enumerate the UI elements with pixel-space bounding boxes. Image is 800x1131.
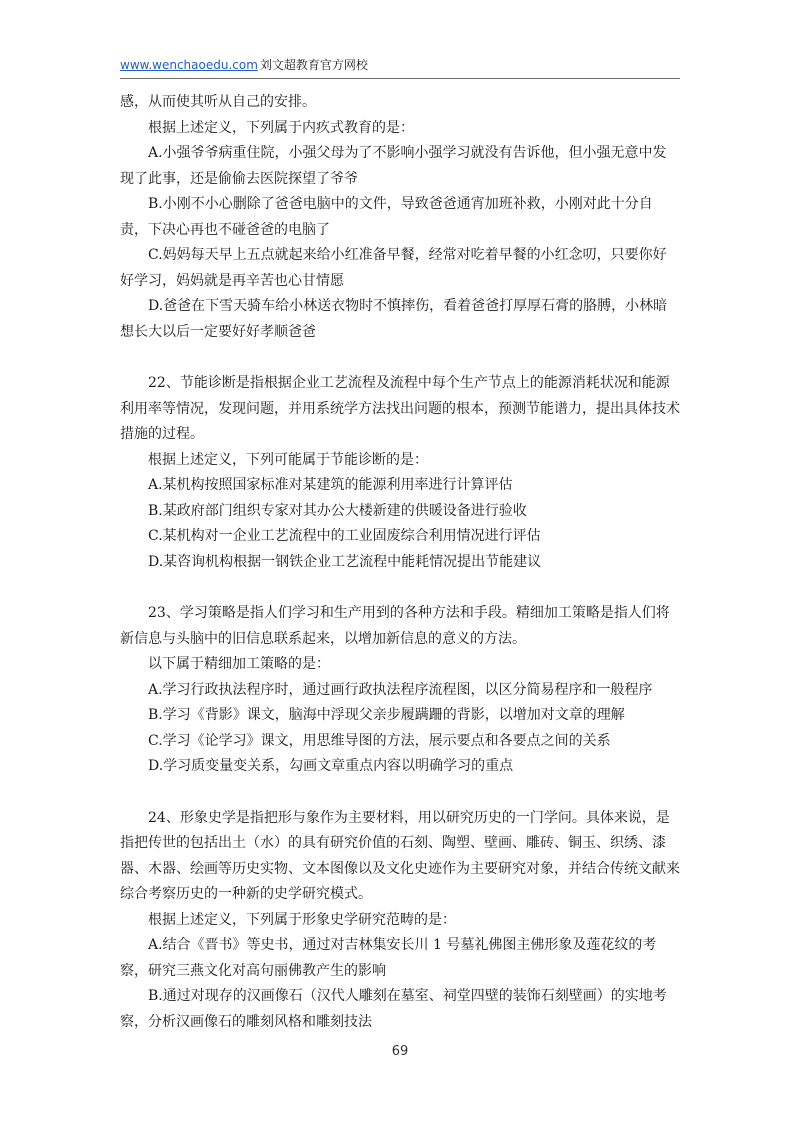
- q24-definition: 24、形象史学是指把形与象作为主要材料，用以研究历史的一门学问。具体来说，是指把传世的包括出土（水）的具有研究价值的石刻、陶塑、壁画、雕砖、铜玉、织绣、漆器、木器、绘画等历史实物、文本图像以及文化史迹作为主要研究对象，并结合传统文献来综合考察历史的一种新的史学研究模式。: [120, 809, 680, 902]
- q23-option-c: C.学习《论学习》课文，用思维导图的方法，展示要点和各要点之间的关系: [148, 732, 611, 749]
- q21-option-c: C.妈妈每天早上五点就起来给小红准备早餐，经常对吃着早餐的小红念叨，只要你好好学习，妈妈就是再辛苦也心甘情愿: [120, 247, 667, 289]
- spacer: [120, 575, 680, 601]
- website-link[interactable]: www.wenchaoedu.com: [120, 58, 258, 72]
- page-number: 69: [391, 1044, 409, 1059]
- q23-stem: 以下属于精细加工策略的是：: [148, 656, 330, 672]
- q23-option-b: B.学习《背影》课文，脑海中浮现父亲步履蹒跚的背影，以增加对文章的理解: [148, 707, 625, 723]
- q22-option-c: C.某机构对一企业工艺流程中的工业固废综合利用情况进行评估: [148, 528, 541, 544]
- q21-option-b: B.小刚不小心删除了爸爸电脑中的文件，导致爸爸通宵加班补救，小刚对此十分自责，下决心再也不碰爸爸的电脑了: [120, 196, 653, 238]
- q21-option-a: A.小强爷爷病重住院，小强父母为了不影响小强学习就没有告诉他，但小强无意中发现了此事，还是偷偷去医院探望了爷爷: [120, 145, 667, 187]
- q21-tail: 感，从而使其听从自己的安排。: [120, 94, 316, 110]
- q24-option-b: B.通过对现存的汉画像石（汉代人雕刻在墓室、祠堂四壁的装饰石刻壁画）的实地考察，分析汉画像石的雕刻风格和雕刻技法: [120, 988, 667, 1030]
- page-header: [120, 56, 680, 79]
- q21-stem: 根据上述定义，下列属于内疚式教育的是：: [148, 119, 414, 136]
- q22-stem: 根据上述定义，下列可能属于节能诊断的是：: [148, 451, 428, 468]
- q21-option-d: D.爸爸在下雪天骑车给小林送衣物时不慎摔伤，看着爸爸打厚厚石膏的胳膊，小林暗想长大以后一定要好好孝顺爸爸: [120, 298, 668, 340]
- spacer: [120, 780, 680, 806]
- q23-option-d: D.学习质变量变关系，勾画文章重点内容以明确学习的重点: [148, 758, 514, 774]
- q23-option-a: A.学习行政执法程序时，通过画行政执法程序流程图，以区分简易程序和一般程序: [148, 681, 653, 698]
- q22-option-a: A.某机构按照国家标准对某建筑的能源利用率进行计算评估: [148, 477, 513, 493]
- q24-option-a: A.结合《晋书》等史书，通过对吉林集安长川 1 号墓礼佛图主佛形象及莲花纹的考察，研究三燕文化对高句丽佛教产生的影响: [120, 937, 657, 979]
- q23-definition: 23、学习策略是指人们学习和生产用到的各种方法和手段。精细加工策略是指人们将新信息与头脑中的旧信息联系起来，以增加新信息的意义的方法。: [120, 605, 670, 647]
- q22-option-b: B.某政府部门组织专家对其办公大楼新建的供暖设备进行验收: [148, 502, 527, 519]
- q24-stem: 根据上述定义，下列属于形象史学研究范畴的是：: [148, 911, 456, 928]
- spacer: [120, 345, 680, 371]
- q22-option-d: D.某咨询机构根据一钢铁企业工艺流程中能耗情况提出节能建议: [148, 553, 542, 570]
- q22-definition: 22、节能诊断是指根据企业工艺流程及流程中每个生产节点上的能源消耗状况和能源利用率等情况，发现问题，并用系统学方法找出问题的根本，预测节能谱力，提出具体技术措施的过程。: [120, 375, 680, 442]
- organization-name: 刘文超教育官方网校: [259, 58, 368, 72]
- document-body: [120, 90, 680, 1035]
